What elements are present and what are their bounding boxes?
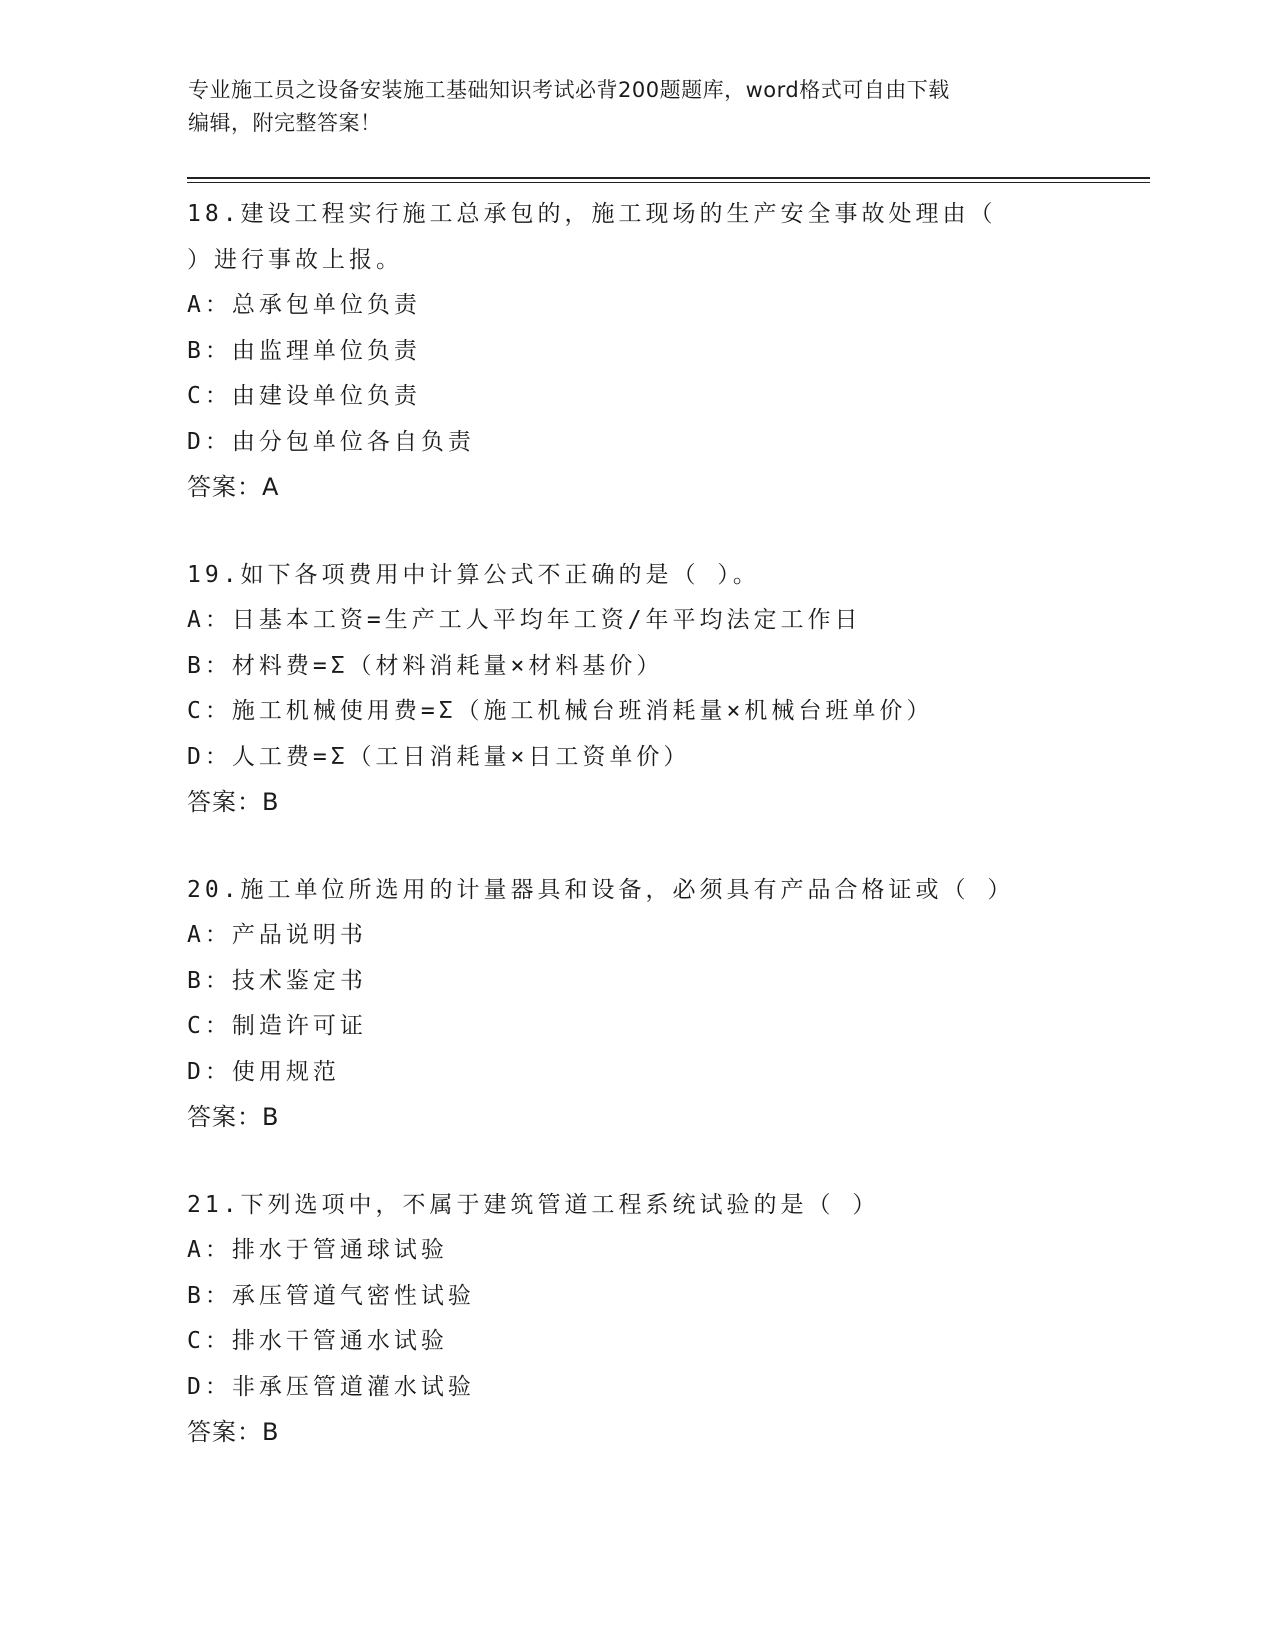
question-19 — [187, 553, 1127, 826]
option-c: C：排水干管通水试验 — [187, 1328, 448, 1354]
option-d: D：由分包单位各自负责 — [187, 428, 475, 455]
option-a: A：产品说明书 — [187, 922, 367, 948]
option-a: A：日基本工资=生产工人平均年工资/年平均法定工作日 — [187, 607, 862, 633]
header-line-1: 专业施工员之设备安装施工基础知识考试必背200题题库，word格式可自由下载 — [188, 78, 950, 102]
answer-label: 答案：B — [187, 1103, 280, 1131]
question-21 — [187, 1183, 1127, 1456]
option-c: C：施工机械使用费=Σ（施工机械台班消耗量×机械台班单价） — [187, 698, 934, 724]
option-c: C：由建设单位负责 — [187, 383, 421, 409]
option-b: B：承压管道气密性试验 — [187, 1282, 475, 1309]
option-b: B：技术鉴定书 — [187, 967, 367, 994]
header-divider-thick — [187, 177, 1150, 179]
question-list — [187, 192, 1127, 1498]
question-18 — [187, 192, 1127, 511]
header-divider-thin — [187, 182, 1150, 183]
answer-label: 答案：A — [187, 473, 280, 501]
question-stem-line: 19.如下各项费用中计算公式不正确的是（ ）。 — [187, 561, 760, 588]
answer-label: 答案：B — [187, 788, 280, 816]
option-d: D：人工费=Σ（工日消耗量×日工资单价） — [187, 743, 691, 770]
option-b: B：由监理单位负责 — [187, 337, 421, 364]
option-a: A：排水于管通球试验 — [187, 1237, 448, 1263]
option-a: A：总承包单位负责 — [187, 292, 421, 318]
question-20 — [187, 868, 1127, 1141]
option-b: B：材料费=Σ（材料消耗量×材料基价） — [187, 652, 664, 679]
question-stem-line: ）进行事故上报。 — [187, 246, 403, 273]
option-d: D：使用规范 — [187, 1058, 340, 1085]
question-stem-line: 21.下列选项中，不属于建筑管道工程系统试验的是（ ） — [187, 1191, 880, 1218]
question-stem-line: 20.施工单位所选用的计量器具和设备，必须具有产品合格证或（ ） — [187, 876, 1015, 903]
question-stem-line: 18.建设工程实行施工总承包的，施工现场的生产安全事故处理由（ — [187, 201, 997, 227]
header-line-2: 编辑，附完整答案！ — [188, 111, 382, 135]
document-header — [188, 74, 1088, 140]
answer-label: 答案：B — [187, 1418, 280, 1446]
option-d: D：非承压管道灌水试验 — [187, 1373, 475, 1400]
option-c: C：制造许可证 — [187, 1013, 367, 1039]
